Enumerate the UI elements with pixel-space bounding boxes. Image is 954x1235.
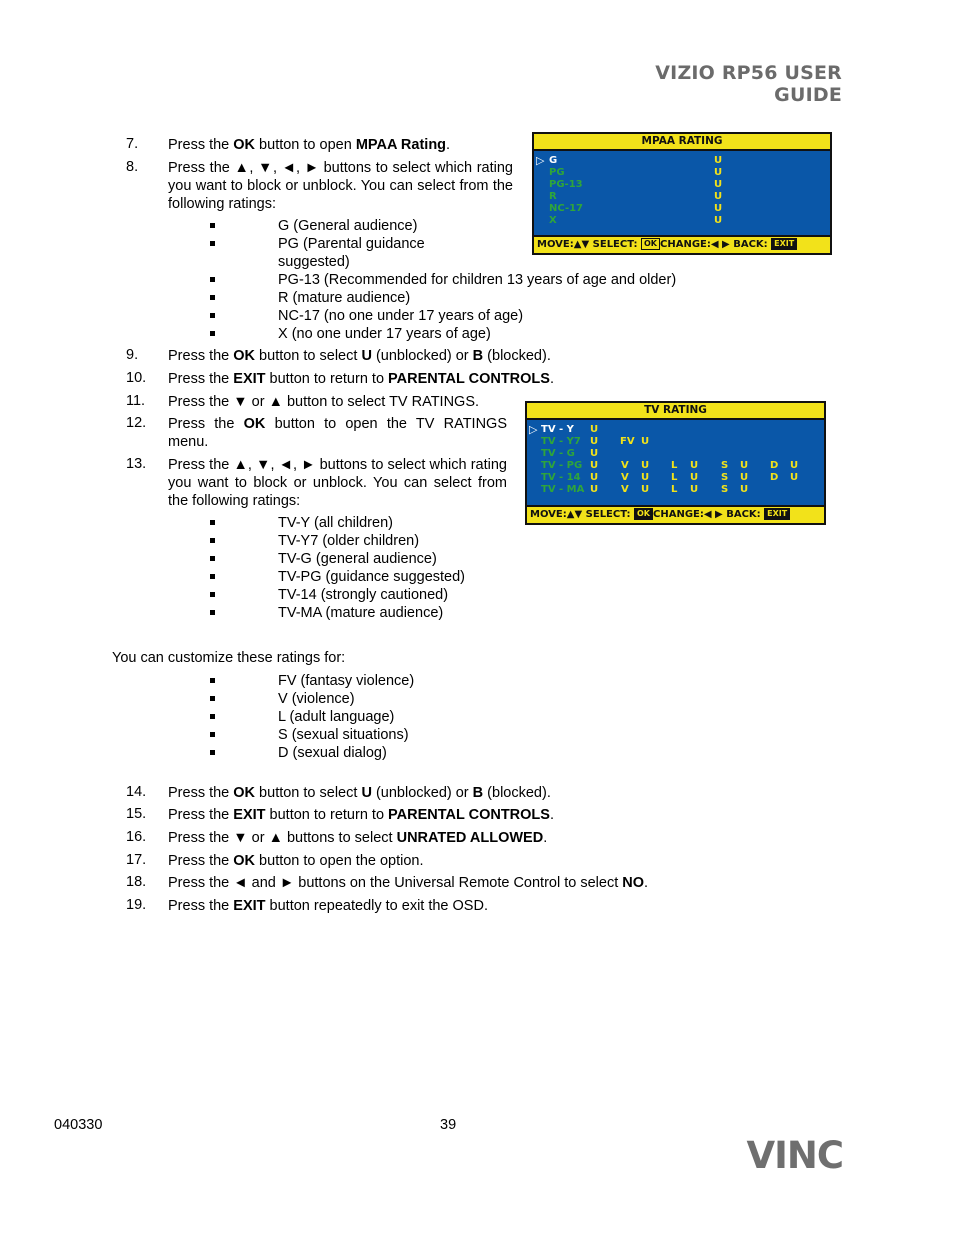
step-text: Press the ▼ or ▲ buttons to select UNRATED ALLOWED. (168, 830, 548, 846)
step-text: Press the OK button to open the TV RATINGS menu. (168, 416, 508, 450)
osd-subrating-label: V (621, 472, 629, 483)
step-text: Press the EXIT button repeatedly to exit the OSD. (168, 898, 488, 914)
osd-subrating-value: U (641, 436, 650, 447)
osd-value: U (590, 484, 599, 495)
bullet-icon (210, 732, 215, 737)
osd-subrating-value: U (740, 472, 749, 483)
osd-footer: MOVE:▲▼ SELECT: OK CHANGE:◀ ▶ BACK: EXIT (527, 505, 824, 523)
osd-subrating-label: L (671, 472, 678, 483)
vinc-logo: VINC (746, 1134, 843, 1177)
document-number: 040330 (54, 1117, 103, 1133)
pointer-icon: ▷ (536, 154, 545, 167)
osd-value: U (714, 215, 723, 226)
step-number: 16. (126, 829, 147, 845)
osd-subrating-value: U (790, 460, 799, 471)
page-header-title: VIZIO RP56 USER GUIDE (655, 62, 842, 106)
osd-title: TV RATING (527, 403, 824, 420)
step-text: Press the EXIT button to return to PARENTAL CONTROLS. (168, 807, 554, 823)
bullet-icon (210, 313, 215, 318)
step-text: Press the EXIT button to return to PARENTAL CONTROLS. (168, 371, 554, 387)
bullet-icon (210, 574, 215, 579)
osd-item: TV - G (541, 448, 575, 459)
page-number: 39 (440, 1117, 457, 1133)
osd-value: U (590, 424, 599, 435)
bullet-icon (210, 223, 215, 228)
osd-subrating-value: U (790, 472, 799, 483)
osd-subrating-value: U (641, 484, 650, 495)
osd-subrating-label: D (770, 460, 779, 471)
bullet-icon (210, 750, 215, 755)
bullet-icon (210, 610, 215, 615)
osd-item: TV - Y7 (541, 436, 581, 447)
osd-value: U (590, 472, 599, 483)
down-arrow-icon: ▼ (581, 239, 590, 250)
osd-value: U (714, 179, 723, 190)
exit-key-icon: EXIT (764, 508, 790, 520)
osd-value: U (714, 155, 723, 166)
step-number: 11. (126, 393, 146, 409)
bullet-icon (210, 295, 215, 300)
step-text: Press the OK button to select U (unblocked) or B (blocked). (168, 348, 551, 364)
step-number: 13. (126, 456, 147, 472)
step-text: Press the OK button to open the option. (168, 853, 424, 869)
step-number: 7. (126, 136, 139, 152)
step-number: 15. (126, 806, 147, 822)
customize-intro: You can customize these ratings for: (112, 650, 346, 666)
step-number: 14. (126, 784, 147, 800)
bullet-icon (210, 277, 215, 282)
osd-subrating-label: S (721, 460, 729, 471)
osd-item: NC-17 (549, 203, 584, 214)
up-arrow-icon: ▲ (573, 239, 582, 250)
osd-item: TV - 14 (541, 472, 581, 483)
osd-title: MPAA RATING (534, 134, 830, 151)
left-arrow-icon: ◀ (710, 239, 719, 250)
step-text: Press the ▼ or ▲ button to select TV RATINGS. (168, 394, 480, 410)
osd-item: G (549, 155, 558, 166)
bullet-icon (210, 592, 215, 597)
step-text: Press the ◄ and ► buttons on the Universal Remote Control to select NO. (168, 875, 649, 891)
osd-value: U (590, 460, 599, 471)
step-number: 12. (126, 415, 147, 431)
osd-subrating-value: U (690, 484, 699, 495)
bullet-icon (210, 696, 215, 701)
step-number: 18. (126, 874, 147, 890)
step-number: 19. (126, 897, 147, 913)
osd-item: TV - PG (541, 460, 583, 471)
exit-key-icon: EXIT (771, 238, 797, 250)
step-text: Press the OK button to select U (unblocked) or B (blocked). (168, 785, 551, 801)
left-arrow-icon: ◀ (703, 509, 712, 520)
bullet-icon (210, 556, 215, 561)
bullet-icon (210, 538, 215, 543)
osd-value: U (590, 448, 599, 459)
osd-subrating-value: U (740, 484, 749, 495)
bullet-icon (210, 331, 215, 336)
osd-subrating-label: L (671, 460, 678, 471)
step-text: Press the ▲, ▼, ◄, ► buttons to select which rating you want to block or unblock. You can select from the following ratings: (168, 160, 513, 212)
bullet-icon (210, 241, 215, 246)
step-text: Press the ▲, ▼, ◄, ► buttons to select which rating you want to block or unblock. You can select from the following ratings: (168, 457, 507, 509)
mpaa-rating-osd (532, 132, 832, 255)
bullet-icon (210, 714, 215, 719)
ok-key-icon: OK (641, 238, 660, 250)
down-arrow-icon: ▼ (574, 509, 583, 520)
osd-subrating-label: S (721, 484, 729, 495)
right-arrow-icon: ▶ (715, 509, 723, 520)
osd-item: PG-13 (549, 179, 583, 190)
osd-subrating-value: U (740, 460, 749, 471)
osd-item: PG (549, 167, 565, 178)
osd-value: U (714, 191, 723, 202)
osd-footer: MOVE:▲▼ SELECT: OK CHANGE:◀ ▶ BACK: EXIT (534, 235, 830, 253)
bullet-icon (210, 678, 215, 683)
osd-subrating-value: U (690, 472, 699, 483)
step-number: 10. (126, 370, 147, 386)
osd-subrating-label: V (621, 460, 629, 471)
osd-subrating-label: D (770, 472, 779, 483)
up-arrow-icon: ▲ (566, 509, 575, 520)
step-number: 17. (126, 852, 147, 868)
pointer-icon: ▷ (529, 423, 538, 436)
tv-rating-osd (525, 401, 826, 525)
step-text: Press the OK button to open MPAA Rating. (168, 137, 451, 153)
osd-item: X (549, 215, 557, 226)
step-number: 8. (126, 159, 139, 175)
osd-value: U (714, 203, 723, 214)
right-arrow-icon: ▶ (722, 239, 730, 250)
osd-subrating-value: U (690, 460, 699, 471)
bullet-icon (210, 520, 215, 525)
osd-item: TV - Y (541, 424, 574, 435)
osd-subrating-label: FV (620, 436, 635, 447)
osd-value: U (590, 436, 599, 447)
osd-item: R (549, 191, 557, 202)
osd-item: TV - MA (541, 484, 585, 495)
osd-subrating-label: L (671, 484, 678, 495)
osd-subrating-value: U (641, 472, 650, 483)
osd-value: U (714, 167, 723, 178)
osd-subrating-label: V (621, 484, 629, 495)
osd-subrating-value: U (641, 460, 650, 471)
osd-subrating-label: S (721, 472, 729, 483)
step-number: 9. (126, 347, 139, 363)
ok-key-icon: OK (634, 508, 653, 520)
